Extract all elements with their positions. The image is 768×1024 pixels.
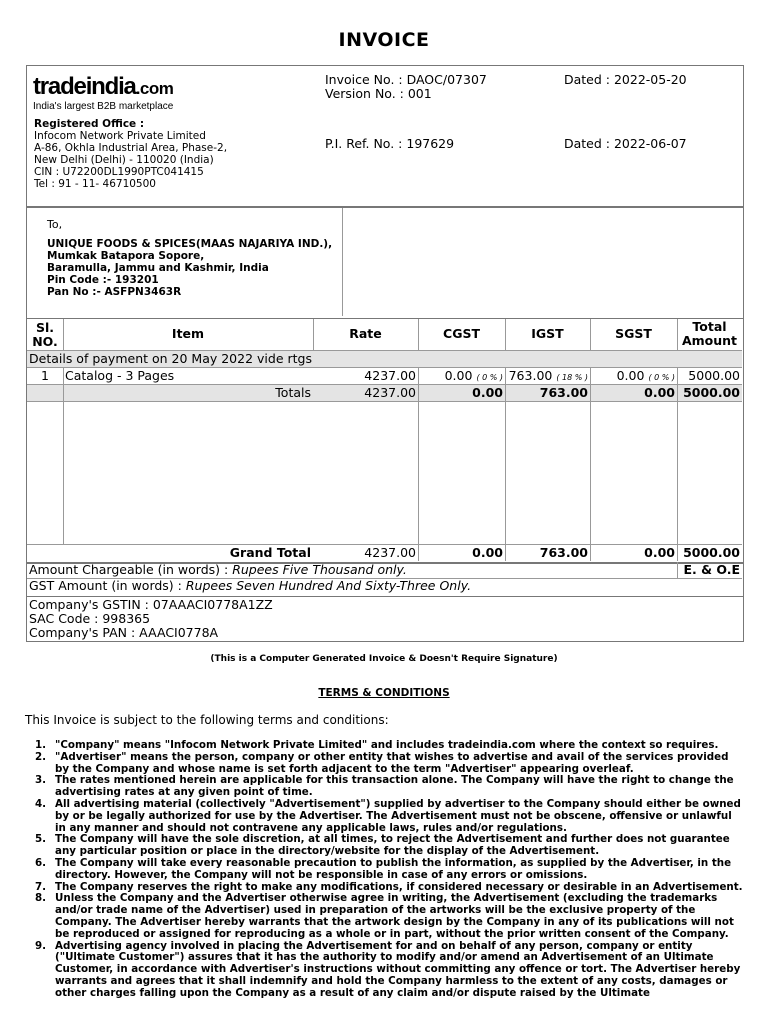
header-cgst: CGST [443, 326, 480, 341]
row-sgst-pct: ( 0 % ) [648, 373, 675, 382]
address-line: A-86, Okhla Industrial Area, Phase-2, [34, 142, 228, 154]
recipient-line: Mumkak Batapora Sopore, [47, 250, 205, 262]
logo-com-text: .com [135, 79, 174, 98]
row-igst-value: 763.00 [508, 368, 553, 383]
logo-tagline: India's largest B2B marketplace [33, 101, 174, 112]
row-cgst-value: 0.00 [444, 368, 473, 383]
header-total-amount: Total Amount [681, 319, 738, 348]
sac-code: SAC Code : 998365 [29, 611, 151, 626]
company-gstin: Company's GSTIN : 07AAACI0778A1ZZ [29, 597, 273, 612]
amount-words-value: Rupees Five Thousand only. [232, 562, 407, 577]
header-item: Item [171, 326, 205, 341]
term-item: 6. The Company will take every reasonable precaution to publish the information, as supplied by the Advertiser, in the directory. However, the Company will not be responsible in case of any errors or omissions. [35, 856, 732, 881]
recipient-address [47, 238, 332, 298]
totals-sgst: 0.00 [644, 385, 675, 400]
term-item: 2. "Advertiser" means the person, company or other entity that wishes to advertise and avail of the services provided by the Company and whose name is set forth adjacent to the term "Advertiser" appearing overleaf. [35, 750, 729, 775]
totals-rate: 4237.00 [364, 385, 416, 400]
recipient-pin: Pin Code :- 193201 [47, 274, 159, 286]
gst-words-value: Rupees Seven Hundred And Sixty-Three Only. [185, 578, 472, 593]
term-item: 9. Advertising agency involved in placing the Advertisement for and on behalf of any person, company or entity ("Ultimate Customer") assures that it has the authority to modify and/or amend an Advertisement of an Ultimate Customer, in accordance with Advertiser's instructions without committing any offence or tort. The Advertiser hereby warrants and agrees that it shall indemnify and hold the Company harmless to the extent of any costs, damages or other charges falling upon the Company as a result of any claim and/or dispute raised by the Ultimate [35, 939, 741, 999]
version-number: Version No. : 001 [325, 86, 432, 101]
terms-intro: This Invoice is subject to the following terms and conditions: [25, 713, 389, 727]
registered-office-label: Registered Office : [34, 118, 145, 130]
row-rate: 4237.00 [364, 368, 416, 383]
to-label: To, [47, 218, 63, 231]
grand-total-cgst: 0.00 [472, 545, 503, 560]
recipient-line: Baramulla, Jammu and Kashmir, India [47, 262, 269, 274]
term-item: 8. Unless the Company and the Advertiser otherwise agree in writing, the Advertisement (excluding the trademarks and/or trade name of the Advertiser) used in preparation of the artworks will be the exclusive property of the Company. The Advertiser hereby warrants that the artwork design by the Company in any of its publications will not be reproduced or assigned for reproducing as a whole or in part, without the prior written consent of the Company. [35, 892, 734, 940]
recipient-pan: Pan No :- ASFPN3463R [47, 286, 182, 298]
terms-title: TERMS & CONDITIONS [318, 687, 450, 699]
tel-line: Tel : 91 - 11- 46710500 [34, 178, 156, 190]
grand-total-sgst: 0.00 [644, 545, 675, 560]
totals-label: Totals [275, 385, 311, 400]
row-igst [505, 369, 588, 385]
cin-line: CIN : U72200DL1990PTC041415 [34, 166, 204, 178]
address-line: New Delhi (Delhi) - 110020 (India) [34, 154, 214, 166]
row-sl: 1 [41, 368, 49, 383]
computer-generated-note: (This is a Computer Generated Invoice & Doesn't Require Signature) [210, 654, 558, 664]
term-item: 3. The rates mentioned herein are applicable for this transaction alone. The Company will have the right to change the advertising rates at any given point of time. [35, 774, 734, 799]
header-sl-no: Sl. NO. [32, 320, 58, 349]
totals-igst: 763.00 [539, 385, 588, 400]
eoe-text: E. & O.E [683, 562, 740, 577]
grand-total-label: Grand Total [229, 545, 311, 560]
term-item: 4. All advertising material (collectively "Advertisement") supplied by advertiser to the Company should either be owned by or be legally authorized for use by the Advertiser. The Advertisement must not be obscene, offensive or unlawful in any manner and should not contravene any applicable laws, rules and/or regulations. [35, 797, 741, 834]
company-address [34, 130, 227, 190]
term-item: 7. The Company reserves the right to make any modifications, if considered necessary or desirable in an Advertisement. [35, 880, 743, 893]
amount-in-words [29, 563, 407, 577]
gst-in-words [29, 579, 471, 593]
term-item: 1. "Company" means "Infocom Network Private Limited" and includes tradeindia.com where the context so requires. [35, 739, 719, 751]
company-pan: Company's PAN : AAACI0778A [29, 625, 219, 640]
pi-ref-number: P.I. Ref. No. : 197629 [325, 136, 455, 151]
payment-details: Details of payment on 20 May 2022 vide rtgs [29, 351, 312, 366]
totals-cgst: 0.00 [472, 385, 503, 400]
row-sgst-value: 0.00 [616, 368, 645, 383]
header-sgst: SGST [615, 326, 652, 341]
recipient-name: UNIQUE FOODS & SPICES(MAAS NAJARIYA IND.), [47, 238, 333, 250]
grand-total-total: 5000.00 [683, 545, 740, 560]
grand-total-rate: 4237.00 [364, 545, 416, 560]
term-item: 5. The Company will have the sole discretion, at all times, to reject the Advertisement and further does not guarantee any particular position or place in the directory/website for the display of the Advertisement. [35, 833, 730, 858]
grand-total-igst: 763.00 [539, 545, 588, 560]
gst-words-label: GST Amount (in words) : [29, 578, 186, 593]
address-line: Infocom Network Private Limited [34, 130, 206, 142]
tradeindia-logo [33, 74, 173, 112]
pi-ref-date: Dated : 2022-06-07 [564, 136, 687, 151]
row-total: 5000.00 [688, 368, 740, 383]
terms-list [35, 740, 743, 1000]
page-title: INVOICE [338, 29, 430, 51]
header-rate: Rate [349, 326, 382, 341]
row-igst-pct: ( 18 % ) [556, 373, 588, 382]
amount-words-label: Amount Chargeable (in words) : [29, 562, 233, 577]
logo-main-text: tradeindia [33, 73, 136, 100]
invoice-date: Dated : 2022-05-20 [564, 72, 687, 87]
row-cgst-pct: ( 0 % ) [476, 373, 503, 382]
header-igst: IGST [531, 326, 564, 341]
row-cgst [418, 369, 503, 385]
row-item: Catalog - 3 Pages [65, 368, 175, 383]
invoice-number: Invoice No. : DAOC/07307 [325, 72, 487, 87]
row-sgst [590, 369, 675, 385]
totals-total: 5000.00 [683, 385, 740, 400]
